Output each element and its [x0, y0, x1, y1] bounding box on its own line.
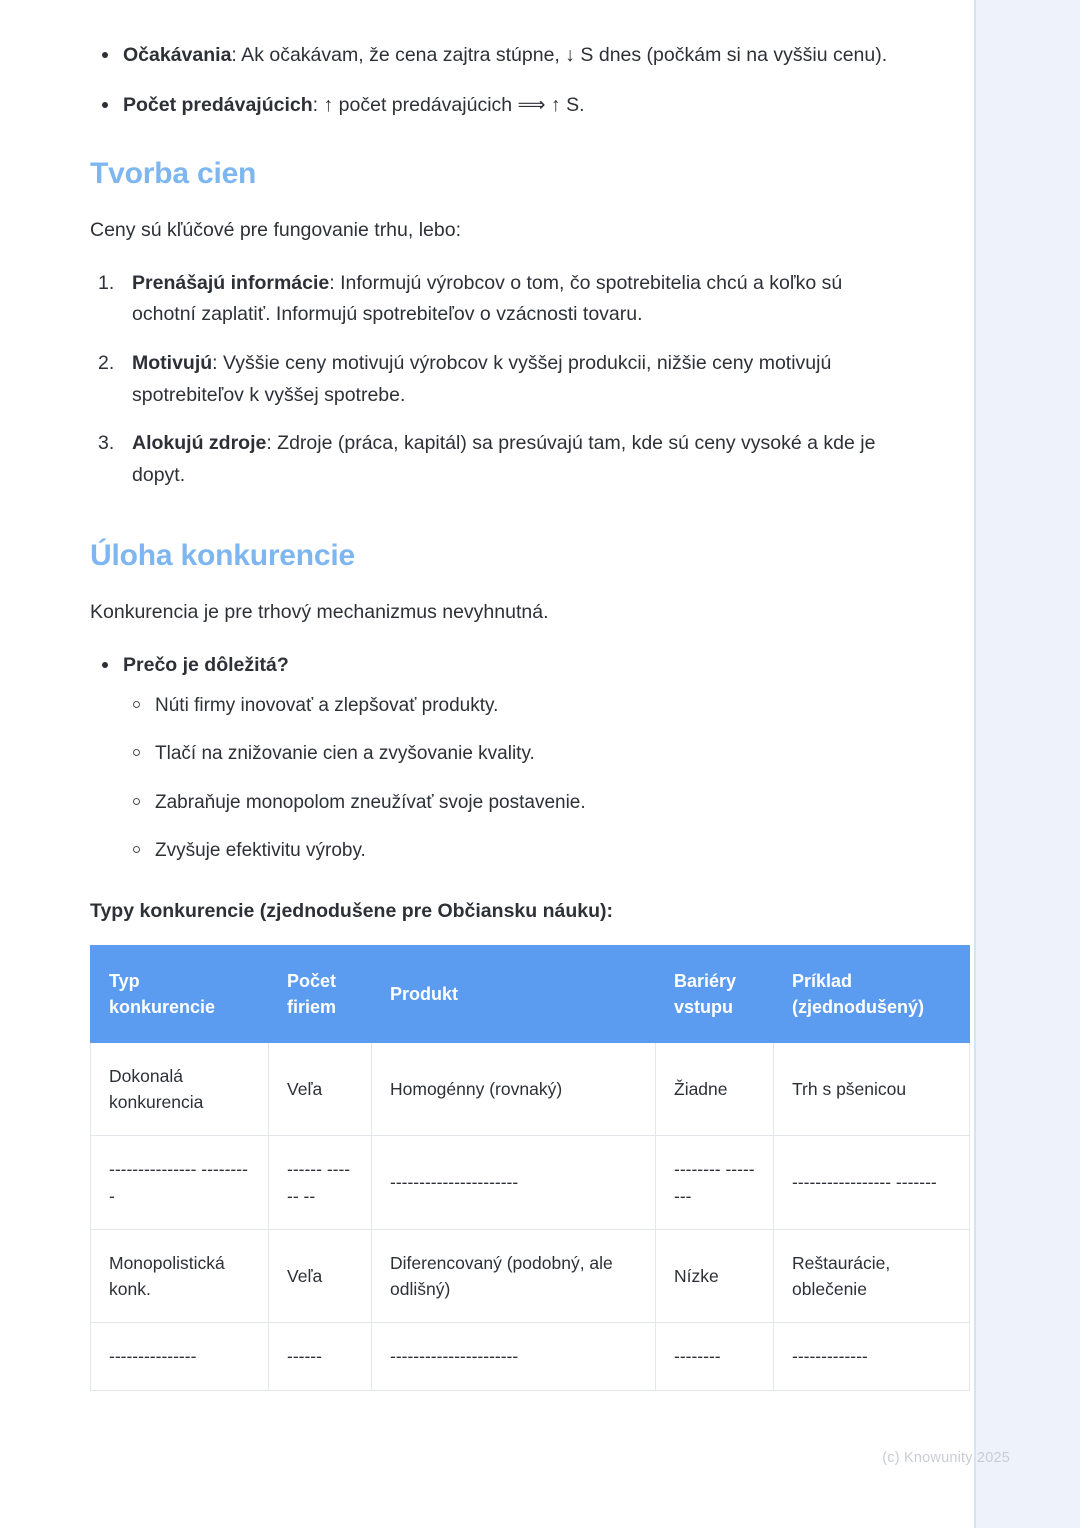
list-item: Núti firmy inovovať a zlepšovať produkty. — [123, 692, 890, 721]
competition-bullet-list — [90, 650, 890, 866]
pricing-intro: Ceny sú kľúčové pre fungovanie trhu, lebo: — [90, 218, 461, 241]
bullet-text: : ↑ počet predávajúcich ⟹ ↑ S. — [312, 93, 585, 116]
list-item — [90, 428, 890, 491]
table-row — [91, 1229, 970, 1323]
list-item — [90, 90, 890, 122]
list-item — [90, 650, 890, 866]
table-row — [91, 1323, 970, 1390]
cell-barriers: -------- -------- — [656, 1136, 774, 1230]
cell-type: Monopolistická konk. — [91, 1229, 269, 1323]
column-header-product: Produkt — [372, 945, 656, 1042]
section-title-competition: Úloha konkurencie — [90, 539, 356, 573]
item-term: Motivujú — [132, 352, 213, 374]
cell-example: ----------------- ------- — [774, 1136, 970, 1230]
top-bullet-list — [90, 40, 890, 121]
section-title-pricing: Tvorba cien — [90, 157, 257, 191]
item-text: : Vyššie ceny motivujú výrobcov k vyššej produkcii, nižšie ceny motivujú spotrebiteľov k vyššej spotrebe. — [132, 352, 832, 406]
cell-product: ---------------------- — [372, 1136, 656, 1230]
cell-example: Reštaurácie, oblečenie — [774, 1229, 970, 1323]
cell-firms: ------ ------ -- — [269, 1136, 372, 1230]
column-header-example: Príklad (zjednodušený) — [774, 945, 970, 1042]
cell-barriers: Nízke — [656, 1229, 774, 1323]
list-item — [90, 40, 890, 72]
cell-barriers: -------- — [656, 1323, 774, 1390]
list-item — [90, 348, 890, 411]
item-term: Prenášajú informácie — [132, 271, 330, 294]
document-content — [90, 40, 937, 1391]
bullet-term: Počet predávajúcich — [123, 93, 313, 116]
column-header-type: Typ konkurencie — [91, 945, 269, 1042]
competition-intro: Konkurencia je pre trhový mechanizmus nevyhnutná. — [90, 600, 549, 623]
cell-firms: ------ — [269, 1323, 372, 1390]
cell-example: ------------- — [774, 1323, 970, 1390]
cell-firms: Veľa — [269, 1042, 372, 1136]
table-row — [91, 1042, 970, 1136]
page-edge-line — [974, 0, 976, 1528]
cell-type: Dokonalá konkurencia — [91, 1042, 269, 1136]
item-term: Alokujú zdroje — [132, 432, 267, 455]
why-label: Prečo je dôležitá? — [123, 654, 289, 676]
cell-firms: Veľa — [269, 1229, 372, 1323]
column-header-barriers: Bariéry vstupu — [656, 945, 774, 1042]
list-item: Tlačí na znižovanie cien a zvyšovanie kvality. — [123, 740, 890, 769]
pricing-numbered-list — [90, 268, 890, 491]
watermark: (c) Knowunity 2025 — [882, 1450, 1010, 1466]
bullet-term: Očakávania — [123, 44, 232, 66]
table-header-row — [91, 945, 970, 1042]
column-header-firms: Počet firiem — [269, 945, 372, 1042]
table-caption: Typy konkurencie (zjednodušene pre Občiansku náuku): — [90, 899, 613, 922]
item-text: : Zdroje (práca, kapitál) sa presúvajú tam, kde sú ceny vysoké a kde je dopyt. — [132, 432, 876, 486]
cell-type: --------------- --------- — [91, 1136, 269, 1230]
cell-product: Diferencovaný (podobný, ale odlišný) — [372, 1229, 656, 1323]
competition-types-table — [90, 945, 970, 1391]
cell-example: Trh s pšenicou — [774, 1042, 970, 1136]
cell-product: Homogénny (rovnaký) — [372, 1042, 656, 1136]
list-item: Zabraňuje monopolom zneužívať svoje postavenie. — [123, 789, 890, 818]
page-edge-strip — [976, 0, 1080, 1528]
cell-type: --------------- — [91, 1323, 269, 1390]
bullet-text: : Ak očakávam, že cena zajtra stúpne, ↓ S dnes (počkám si na vyššiu cenu). — [231, 44, 888, 66]
cell-product: ---------------------- — [372, 1323, 656, 1390]
why-sub-list — [123, 692, 890, 866]
list-item: Zvyšuje efektivitu výroby. — [123, 837, 890, 866]
cell-barriers: Žiadne — [656, 1042, 774, 1136]
item-text: : Informujú výrobcov o tom, čo spotrebitelia chcú a koľko sú ochotní zaplatiť. Informujú spotrebiteľov o vzácnosti tovaru. — [132, 271, 843, 326]
list-item — [90, 268, 890, 331]
table-row — [91, 1136, 970, 1230]
